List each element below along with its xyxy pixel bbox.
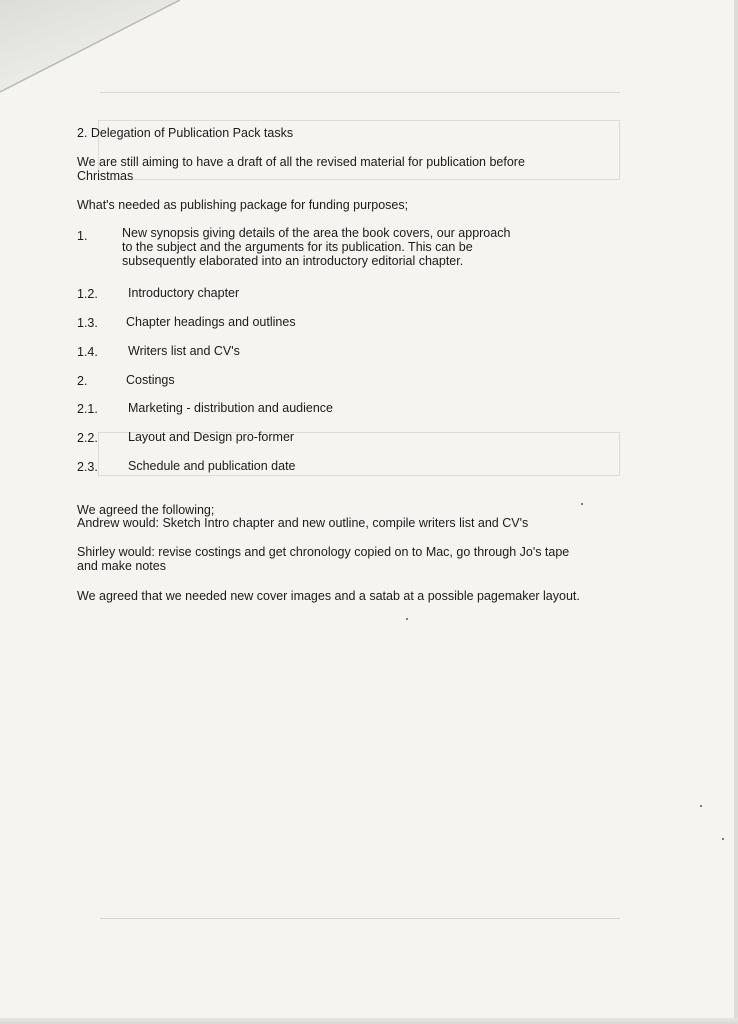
list-item-text: Introductory chapter <box>128 286 240 300</box>
agreed-heading: We agreed the following; <box>77 503 215 517</box>
needed-paragraph: What's needed as publishing package for funding purposes; <box>77 198 409 212</box>
list-item-text: Costings <box>126 373 175 387</box>
list-item-text: Marketing - distribution and audience <box>128 401 333 415</box>
list-item-text: Chapter headings and outlines <box>126 315 296 329</box>
list-item-text: Schedule and publication date <box>128 459 296 473</box>
paper-speck <box>581 503 583 505</box>
paper-speck <box>700 805 702 807</box>
list-item-number: 2.3. <box>77 460 98 474</box>
list-item-text: Writers list and CV's <box>128 344 240 358</box>
intro-paragraph-line: Christmas <box>77 169 134 183</box>
intro-paragraph-line: We are still aiming to have a draft of all the revised material for publication before <box>77 155 525 169</box>
list-item-text: subsequently elaborated into an introductory editorial chapter. <box>122 254 464 268</box>
list-item-text: Layout and Design pro-former <box>128 430 295 444</box>
list-item-number: 1.4. <box>77 345 98 359</box>
list-item-number: 1. <box>77 229 88 243</box>
section-heading: 2. Delegation of Publication Pack tasks <box>77 126 294 140</box>
final-agreement: We agreed that we needed new cover images and a satab at a possible pagemaker layout. <box>77 589 580 603</box>
paper-speck <box>406 618 408 620</box>
list-item-number: 2. <box>77 374 88 388</box>
list-item-number: 2.1. <box>77 402 98 416</box>
shirley-tasks-line: Shirley would: revise costings and get chronology copied on to Mac, go through Jo's tape <box>77 545 570 559</box>
list-item-number: 1.3. <box>77 316 98 330</box>
list-item-number: 1.2. <box>77 287 98 301</box>
paper-speck <box>722 838 724 840</box>
list-item-number: 2.2. <box>77 431 98 445</box>
shirley-tasks-line: and make notes <box>77 559 166 573</box>
list-item-text: to the subject and the arguments for its publication. This can be <box>122 240 473 254</box>
andrew-tasks: Andrew would: Sketch Intro chapter and new outline, compile writers list and CV's <box>77 516 529 530</box>
list-item-text: New synopsis giving details of the area the book covers, our approach <box>122 226 511 240</box>
